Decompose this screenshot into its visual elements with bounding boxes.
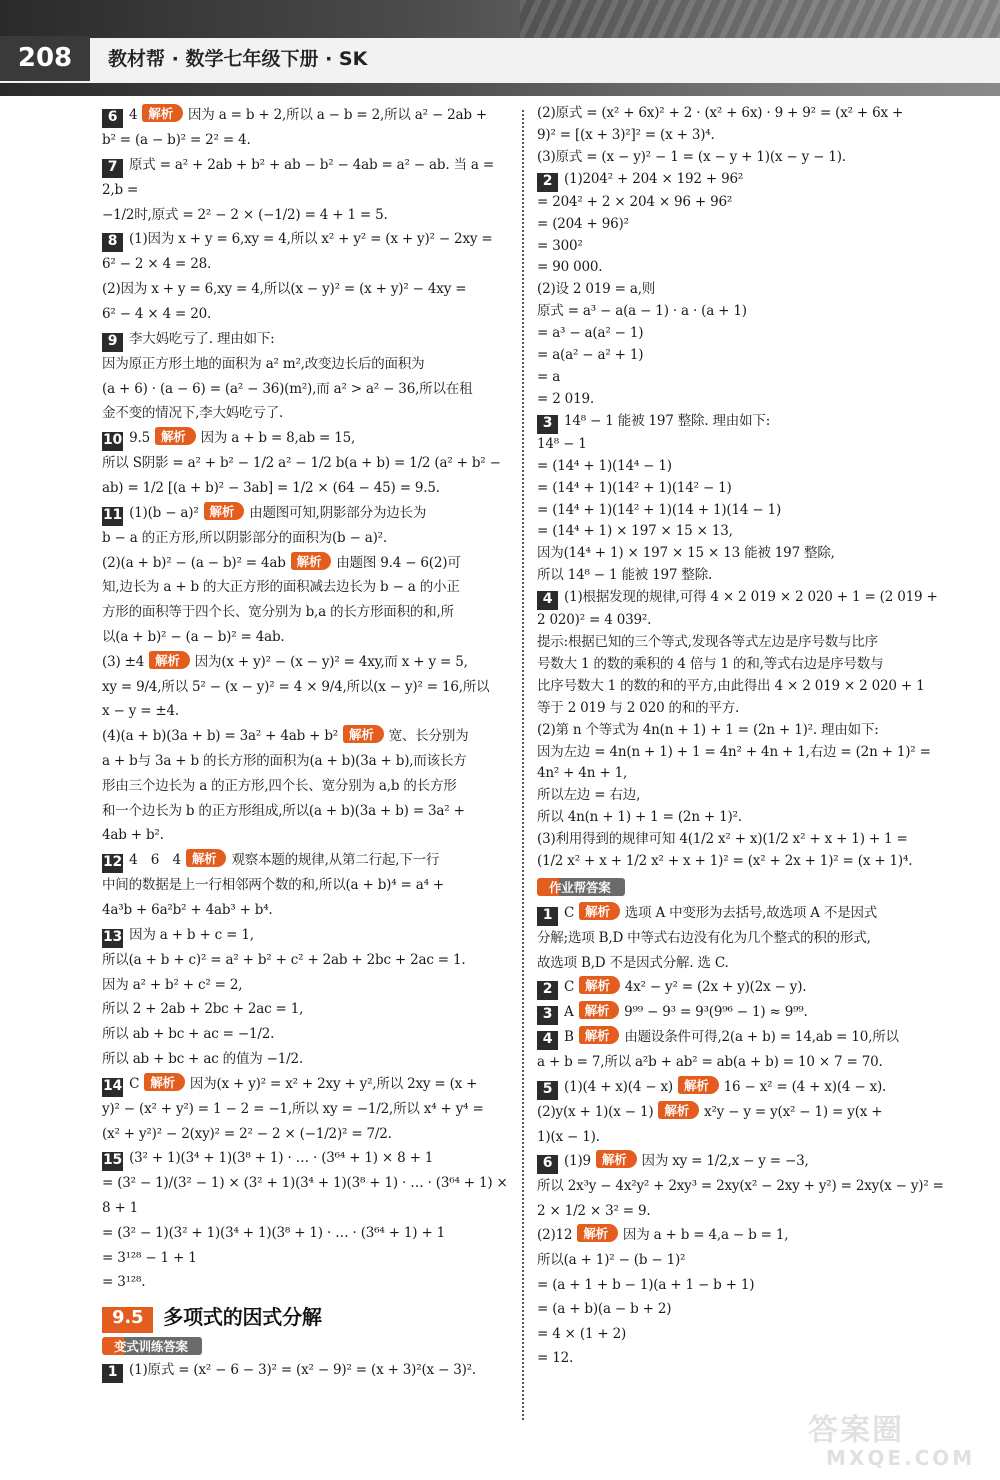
answer-text: = (3² − 1)(3² + 1)(3⁴ + 1)(3⁸ + 1) · … · (3⁶⁴ + 1) + 1	[102, 1224, 446, 1241]
answer-text: (1/2 x² + x + 1/2 x² + x + 1)² = (x² + 2x + 1)² = (x + 1)⁴.	[537, 853, 913, 870]
answer-text: 和一个边长为 b 的正方形组成,所以(a + b)(3a + b) = 3a² +	[102, 802, 465, 819]
answer-text: 由题图可知,阴影部分为边长为	[249, 504, 427, 521]
variant-answer-lines	[102, 1358, 512, 1383]
answer-text: a + b与 3a + b 的长方形的面积为(a + b)(3a + b),而该长方	[102, 752, 467, 769]
answer-value: (2)12	[537, 1227, 573, 1244]
answer-text: xy = 9/4,所以 5² − (x − y)² = 4 × 9/4,所以(x − y)² = 16,所以	[102, 678, 490, 695]
question-number-badge: 14	[102, 1078, 123, 1097]
answer-line	[102, 526, 512, 551]
answer-line	[537, 1000, 947, 1025]
analysis-tag: 解析	[658, 1101, 699, 1119]
watermark-logo: 答案圈	[808, 1413, 904, 1448]
question-number-badge: 15	[102, 1152, 123, 1171]
answer-line	[537, 543, 947, 565]
answer-text: −1/2时,原式 = 2² − 2 × (−1/2) = 4 + 1 = 5.	[102, 206, 388, 223]
answer-text: 因为原正方形土地的面积为 a² m²,改变边长后的面积为	[102, 355, 425, 372]
answer-line	[102, 625, 512, 650]
answer-text: (2)第 n 个等式为 4n(n + 1) + 1 = (2n + 1)². 理由如下:	[537, 721, 879, 738]
left-answer-lines	[102, 103, 512, 1295]
answer-text: 4ab + b².	[102, 827, 164, 844]
question-number-badge: 6	[102, 109, 123, 128]
left-column	[102, 103, 512, 1383]
answer-line	[537, 500, 947, 522]
answer-line	[102, 203, 512, 228]
answer-text: 因为 a + b = 4,a − b = 1,	[622, 1227, 789, 1244]
answer-text: = (14⁴ + 1) × 197 × 15 × 13,	[537, 523, 733, 540]
answer-text: = a(a² − a² + 1)	[537, 347, 644, 364]
answer-line	[537, 478, 947, 500]
answer-text: 9)² = [(x + 3)²]² = (x + 3)⁴.	[537, 126, 715, 143]
answer-line	[537, 951, 947, 976]
question-number-badge: 12	[102, 854, 123, 873]
homework-answer-lines	[537, 901, 947, 1371]
analysis-tag: 解析	[155, 427, 196, 445]
answer-value: (3) ±4	[102, 653, 145, 670]
analysis-tag: 解析	[142, 104, 183, 122]
answer-value: C	[564, 905, 575, 922]
question-number-badge: 3	[537, 415, 558, 434]
answer-text: 李大妈吃亏了. 理由如下:	[129, 330, 275, 347]
answer-text: 所以左边 = 右边,	[537, 787, 641, 804]
answer-text: = (a + b)(a − b + 2)	[537, 1301, 672, 1318]
question-number-badge: 13	[102, 929, 123, 948]
answer-line	[537, 323, 947, 345]
question-number-badge: 4	[537, 591, 558, 610]
answer-line	[102, 302, 512, 327]
answer-text: 所以 14⁸ − 1 能被 197 整除.	[537, 567, 713, 584]
analysis-tag: 解析	[579, 976, 620, 994]
answer-text: = a³ − a(a² − 1)	[537, 325, 644, 342]
question-number-badge: 1	[537, 907, 558, 926]
answer-value: 4	[129, 107, 138, 123]
answer-text: 因为(14⁴ + 1) × 197 × 15 × 13 能被 197 整除,	[537, 545, 835, 562]
answer-text: (a + 6) · (a − 6) = (a² − 36)(m²),而 a² > a² − 36,所以在租	[102, 380, 473, 397]
answer-text: 提示:根据已知的三个等式,发现各等式左边是序号数与比序	[537, 634, 878, 651]
answer-text: 因为左边 = 4n(n + 1) + 1 = 4n² + 4n + 1,右边 = (2n + 1)² =	[537, 743, 931, 760]
answer-text: (1)原式 = (x² − 6 − 3)² = (x² − 9)² = (x + 3)²(x − 3)².	[129, 1362, 476, 1379]
answer-text: = 90 000.	[537, 259, 603, 276]
answer-text: (1)204² + 204 × 192 + 96²	[564, 170, 744, 187]
answer-line	[537, 411, 947, 434]
answer-text: 因为 a = b + 2,所以 a − b = 2,所以 a² − 2ab +	[188, 107, 488, 123]
analysis-tag: 解析	[678, 1076, 719, 1094]
answer-text: = (14⁴ + 1)(14⁴ − 1)	[537, 457, 672, 474]
answer-value: C	[564, 979, 575, 996]
answer-text: 所以(a + b + c)² = a² + b² + c² + 2ab + 2bc + 2ac = 1.	[102, 951, 466, 968]
answer-line	[102, 973, 512, 998]
question-number-badge: 8	[102, 233, 123, 252]
answer-line	[537, 169, 947, 192]
question-number-badge: 5	[537, 1081, 558, 1100]
answer-value: (1)(b − a)²	[129, 504, 199, 521]
answer-text: 知,边长为 a + b 的大正方形的面积减去边长为 b − a 的小正	[102, 579, 460, 596]
answer-line	[537, 192, 947, 214]
answer-line	[102, 277, 512, 302]
page-number: 208	[0, 36, 90, 81]
answer-text: 9⁹⁹ − 9³ = 9³(9⁹⁶ − 1) ≈ 9⁹⁹.	[624, 1004, 808, 1021]
answer-value: (2)y(x + 1)(x − 1)	[537, 1103, 654, 1120]
answer-line	[102, 227, 512, 252]
answer-text: 观察本题的规律,从第二行起,下一行	[231, 852, 440, 869]
answer-text: 号数大 1 的数的乘积的 4 倍与 1 的和,等式右边是序号数与	[537, 655, 884, 672]
answer-text: 宽、长分别为	[388, 728, 469, 745]
answer-line	[537, 1100, 947, 1125]
answer-line	[102, 1270, 512, 1295]
answer-line	[102, 1221, 512, 1246]
answer-text: 分解;选项 B,D 中等式右边没有化为几个整式的积的形式,	[537, 930, 871, 947]
answer-line	[102, 401, 512, 426]
answer-value: B	[564, 1029, 574, 1046]
answer-line	[537, 1273, 947, 1298]
answer-line	[537, 1025, 947, 1050]
answer-line	[537, 257, 947, 279]
question-number-badge: 1	[102, 1364, 123, 1383]
answer-value: C	[129, 1075, 140, 1092]
answer-line	[537, 720, 947, 742]
answer-text: 由题图 9.4 − 6(2)可	[336, 554, 461, 571]
answer-line	[102, 1022, 512, 1047]
answer-text: 4x² − y² = (2x + y)(2x − y).	[624, 979, 807, 996]
answer-line	[537, 742, 947, 764]
question-number-badge: 10	[102, 432, 123, 451]
answer-line	[537, 975, 947, 1000]
answer-line	[102, 724, 512, 749]
answer-text: 4a³b + 6a²b² + 4ab³ + b⁴.	[102, 901, 273, 918]
answer-line	[102, 600, 512, 625]
answer-line	[537, 279, 947, 301]
analysis-tag: 解析	[579, 1001, 620, 1019]
answer-text: = 4 × (1 + 2)	[537, 1325, 627, 1342]
answer-line	[102, 774, 512, 799]
answer-line	[102, 898, 512, 923]
answer-text: 6² − 4 × 4 = 20.	[102, 305, 212, 322]
question-number-badge: 11	[102, 507, 123, 526]
answer-line	[102, 426, 512, 451]
answer-text: = 204² + 2 × 204 × 96 + 96²	[537, 193, 733, 210]
answer-text: (3² + 1)(3⁴ + 1)(3⁸ + 1) · … · (3⁶⁴ + 1) × 8 + 1	[129, 1150, 434, 1167]
answer-line	[102, 948, 512, 973]
answer-value: (2)(a + b)² − (a − b)² = 4ab	[102, 554, 286, 571]
answer-text: = 3¹²⁸.	[102, 1274, 146, 1291]
answer-line	[102, 1146, 512, 1171]
answer-text: 比序号数大 1 的数的和的平方,由此得出 4 × 2 019 × 2 020 + 1	[537, 677, 925, 694]
answer-line	[537, 434, 947, 456]
answer-line	[102, 575, 512, 600]
answer-text: 金不变的情况下,李大妈吃亏了.	[102, 405, 284, 422]
answer-text: = (3² − 1)/(3² − 1) × (3² + 1)(3⁴ + 1)(3⁸ + 1) · … · (3⁶⁴ + 1) × 8 + 1	[102, 1175, 512, 1217]
answer-line	[102, 1171, 512, 1221]
answer-line	[537, 610, 947, 632]
answer-line	[102, 848, 512, 873]
answer-line	[537, 632, 947, 654]
answer-text: 所以 4n(n + 1) + 1 = (2n + 1)².	[537, 809, 742, 826]
answer-line	[102, 699, 512, 724]
answer-line	[537, 389, 947, 411]
answer-text: 16 − x² = (4 + x)(4 − x).	[723, 1078, 887, 1095]
answer-line	[102, 352, 512, 377]
answer-line	[102, 128, 512, 153]
answer-value: (1)9	[564, 1153, 591, 1170]
answer-line	[537, 147, 947, 169]
answer-line	[537, 1223, 947, 1248]
analysis-tag: 解析	[144, 1073, 185, 1091]
answer-text: a + b = 7,所以 a²b + ab² = ab(a + b) = 10 × 7 = 70.	[537, 1054, 883, 1071]
answer-value: 9.5	[129, 430, 150, 447]
answer-text: 因为 xy = 1/2,x − y = −3,	[641, 1153, 809, 1170]
answer-line	[537, 236, 947, 258]
answer-line	[102, 749, 512, 774]
answer-line	[537, 1322, 947, 1347]
answer-text: 故选项 B,D 不是因式分解. 选 C.	[537, 954, 729, 971]
answer-line	[102, 377, 512, 402]
answer-value: (4)(a + b)(3a + b) = 3a² + 4ab + b²	[102, 728, 339, 745]
answer-line	[537, 1075, 947, 1100]
answer-line	[537, 785, 947, 807]
section-title: 多项式的因式分解	[163, 1305, 322, 1330]
answer-line	[537, 763, 947, 785]
answer-text: 所以 ab + bc + ac = −1/2.	[102, 1026, 275, 1043]
column-divider	[522, 110, 524, 1420]
answer-line	[537, 521, 947, 543]
answer-text: (1)因为 x + y = 6,xy = 4,所以 x² + y² = (x + y)² − 2xy =	[129, 231, 493, 248]
answer-text: = 2 019.	[537, 390, 594, 407]
answer-text: 2 × 1/2 × 3² = 9.	[537, 1202, 651, 1219]
answer-line	[102, 1122, 512, 1147]
answer-line	[537, 1149, 947, 1174]
answer-text: (2)原式 = (x² + 6x)² + 2 · (x² + 6x) · 9 + 9² = (x² + 6x +	[537, 105, 904, 121]
answer-line	[102, 923, 512, 948]
answer-text: 4n² + 4n + 1,	[537, 765, 628, 782]
question-number-badge: 6	[537, 1155, 558, 1174]
answer-value: 4 6 4	[129, 852, 181, 869]
answer-line	[537, 807, 947, 829]
answer-text: 等于 2 019 与 2 020 的和的平方.	[537, 699, 740, 716]
answer-line	[537, 103, 947, 125]
answer-text: = 3¹²⁸ − 1 + 1	[102, 1249, 197, 1266]
answer-line	[537, 214, 947, 236]
analysis-tag: 解析	[186, 849, 227, 867]
answer-line	[102, 1072, 512, 1097]
answer-text: = (204 + 96)²	[537, 215, 629, 232]
answer-text: 6² − 2 × 4 = 28.	[102, 256, 212, 273]
answer-line	[537, 1248, 947, 1273]
answer-line	[537, 1174, 947, 1199]
answer-line	[537, 1346, 947, 1371]
homework-answer-tag: 作业帮答案	[537, 878, 625, 896]
book-title: 教材帮 · 数学七年级下册 · SK	[108, 48, 368, 70]
question-number-badge: 4	[537, 1031, 558, 1050]
answer-line	[537, 587, 947, 610]
answer-text: (3)利用得到的规律可知 4(1/2 x² + x)(1/2 x² + x + 1) + 1 =	[537, 831, 908, 848]
watermark-url: MXQE.COM	[826, 1446, 976, 1470]
analysis-tag: 解析	[579, 1026, 620, 1044]
answer-line	[102, 799, 512, 824]
answer-line	[537, 1199, 947, 1224]
answer-line	[102, 501, 512, 526]
section-heading	[102, 1301, 512, 1333]
answer-text: 所以(a + 1)² − (b − 1)²	[537, 1251, 686, 1268]
page-header	[0, 0, 1000, 96]
answer-line	[537, 1125, 947, 1150]
answer-line	[102, 823, 512, 848]
answer-text: 中间的数据是上一行相邻两个数的和,所以(a + b)⁴ = a⁴ +	[102, 877, 444, 894]
answer-text: = (14⁴ + 1)(14² + 1)(14 + 1)(14 − 1)	[537, 501, 782, 518]
answer-line	[102, 327, 512, 352]
right-answer-lines	[537, 103, 947, 873]
answer-text: = 12.	[537, 1350, 574, 1367]
analysis-tag: 解析	[577, 1224, 618, 1242]
answer-line	[102, 1246, 512, 1271]
answer-text: 所以 ab + bc + ac 的值为 −1/2.	[102, 1050, 303, 1067]
answer-line	[537, 456, 947, 478]
answer-line	[537, 565, 947, 587]
answer-line	[102, 650, 512, 675]
answer-text: b² = (a − b)² = 2² = 4.	[102, 132, 251, 148]
answer-text: 以(a + b)² − (a − b)² = 4ab.	[102, 628, 285, 645]
answer-text: 所以 2x³y − 4x²y² + 2xy³ = 2xy(x² − 2xy + y²) = 2xy(x − y)² =	[537, 1178, 944, 1195]
answer-text: 14⁸ − 1	[537, 435, 587, 452]
answer-line	[102, 997, 512, 1022]
answer-line	[537, 901, 947, 926]
answer-text: 因为 a + b = 8,ab = 15,	[200, 430, 356, 447]
answer-text: 所以 2 + 2ab + 2bc + 2ac = 1,	[102, 1001, 304, 1018]
answer-text: = 300²	[537, 237, 583, 254]
question-number-badge: 2	[537, 981, 558, 1000]
answer-text: (3)原式 = (x − y)² − 1 = (x − y + 1)(x − y − 1).	[537, 148, 846, 165]
answer-text: y)² − (x² + y²) = 1 − 2 = −1,所以 xy = −1/2,所以 x⁴ + y⁴ =	[102, 1100, 484, 1117]
answer-text: b − a 的正方形,所以阴影部分的面积为(b − a)².	[102, 529, 387, 546]
answer-text: x²y − y = y(x² − 1) = y(x +	[704, 1103, 883, 1120]
answer-text: 因为 a² + b² + c² = 2,	[102, 976, 243, 993]
analysis-tag: 解析	[204, 502, 245, 520]
answer-text: 因为(x + y)² = x² + 2xy + y²,所以 2xy = (x +	[189, 1075, 478, 1092]
answer-text: 原式 = a² + 2ab + b² + ab − b² − 4ab = a² − ab. 当 a = 2,b =	[102, 156, 499, 198]
answer-line	[537, 698, 947, 720]
answer-text: 由题设条件可得,2(a + b) = 14,ab = 10,所以	[624, 1029, 899, 1046]
answer-line	[537, 829, 947, 851]
answer-line	[537, 676, 947, 698]
answer-line	[537, 851, 947, 873]
answer-line	[537, 1297, 947, 1322]
analysis-tag: 解析	[343, 725, 384, 743]
answer-line	[102, 675, 512, 700]
answer-text: 14⁸ − 1 能被 197 整除. 理由如下:	[564, 412, 771, 429]
answer-text: 形由三个边长为 a 的正方形,四个长、宽分别为 a,b 的长方形	[102, 777, 457, 794]
analysis-tag: 解析	[149, 651, 190, 669]
answer-line	[537, 367, 947, 389]
answer-text: 选项 A 中变形为去括号,故选项 A 不是因式	[624, 905, 878, 922]
question-number-badge: 3	[537, 1006, 558, 1025]
right-column	[537, 103, 947, 1371]
answer-line	[102, 1097, 512, 1122]
answer-text: (2)因为 x + y = 6,xy = 4,所以(x − y)² = (x + y)² − 4xy =	[102, 281, 467, 298]
section-number: 9.5	[102, 1307, 153, 1333]
answer-text: = (14⁴ + 1)(14² + 1)(14² − 1)	[537, 479, 732, 496]
answer-line	[102, 873, 512, 898]
answer-text: 2 020)² = 4 039².	[537, 612, 652, 629]
answer-text: 因为(x + y)² − (x − y)² = 4xy,而 x + y = 5,	[194, 653, 468, 670]
answer-line	[102, 1358, 512, 1383]
answer-text: 1)(x − 1).	[537, 1128, 600, 1145]
question-number-badge: 2	[537, 173, 558, 192]
answer-line	[102, 252, 512, 277]
answer-line	[537, 125, 947, 147]
answer-text: (1)根据发现的规律,可得 4 × 2 019 × 2 020 + 1 = (2 019 +	[564, 589, 938, 606]
answer-line	[102, 1047, 512, 1072]
question-number-badge: 9	[102, 333, 123, 352]
analysis-tag: 解析	[579, 902, 620, 920]
analysis-tag: 解析	[291, 552, 332, 570]
header-decoration	[520, 0, 1000, 38]
variant-training-tag: 变式训练答案	[102, 1337, 202, 1355]
answer-line	[537, 345, 947, 367]
answer-line	[102, 476, 512, 501]
answer-line	[537, 654, 947, 676]
answer-value: A	[564, 1004, 574, 1021]
answer-line	[537, 301, 947, 323]
answer-text: = a	[537, 368, 561, 385]
answer-text: 因为 a + b + c = 1,	[129, 926, 254, 943]
answer-line	[102, 103, 512, 128]
answer-line	[537, 926, 947, 951]
answer-line	[537, 1050, 947, 1075]
answer-text: = (a + 1 + b − 1)(a + 1 − b + 1)	[537, 1276, 755, 1293]
question-number-badge: 7	[102, 159, 123, 178]
answer-text: 原式 = a³ − a(a − 1) · a · (a + 1)	[537, 303, 747, 320]
answer-line	[102, 153, 512, 203]
answer-value: (1)(4 + x)(4 − x)	[564, 1078, 673, 1095]
answer-text: 方形的面积等于四个长、宽分别为 b,a 的长方形面积的和,所	[102, 604, 454, 621]
answer-text: (x² + y²)² − 2(xy)² = 2² − 2 × (−1/2)² = 7/2.	[102, 1125, 392, 1142]
answer-line	[102, 551, 512, 576]
answer-text: x − y = ±4.	[102, 703, 180, 720]
answer-text: 所以 S阴影 = a² + b² − 1/2 a² − 1/2 b(a + b) = 1/2 (a² + b² −	[102, 455, 501, 472]
answer-text: ab) = 1/2 [(a + b)² − 3ab] = 1/2 × (64 − 45) = 9.5.	[102, 479, 440, 496]
answer-line	[102, 451, 512, 476]
analysis-tag: 解析	[596, 1150, 637, 1168]
answer-text: (2)设 2 019 = a,则	[537, 281, 656, 298]
